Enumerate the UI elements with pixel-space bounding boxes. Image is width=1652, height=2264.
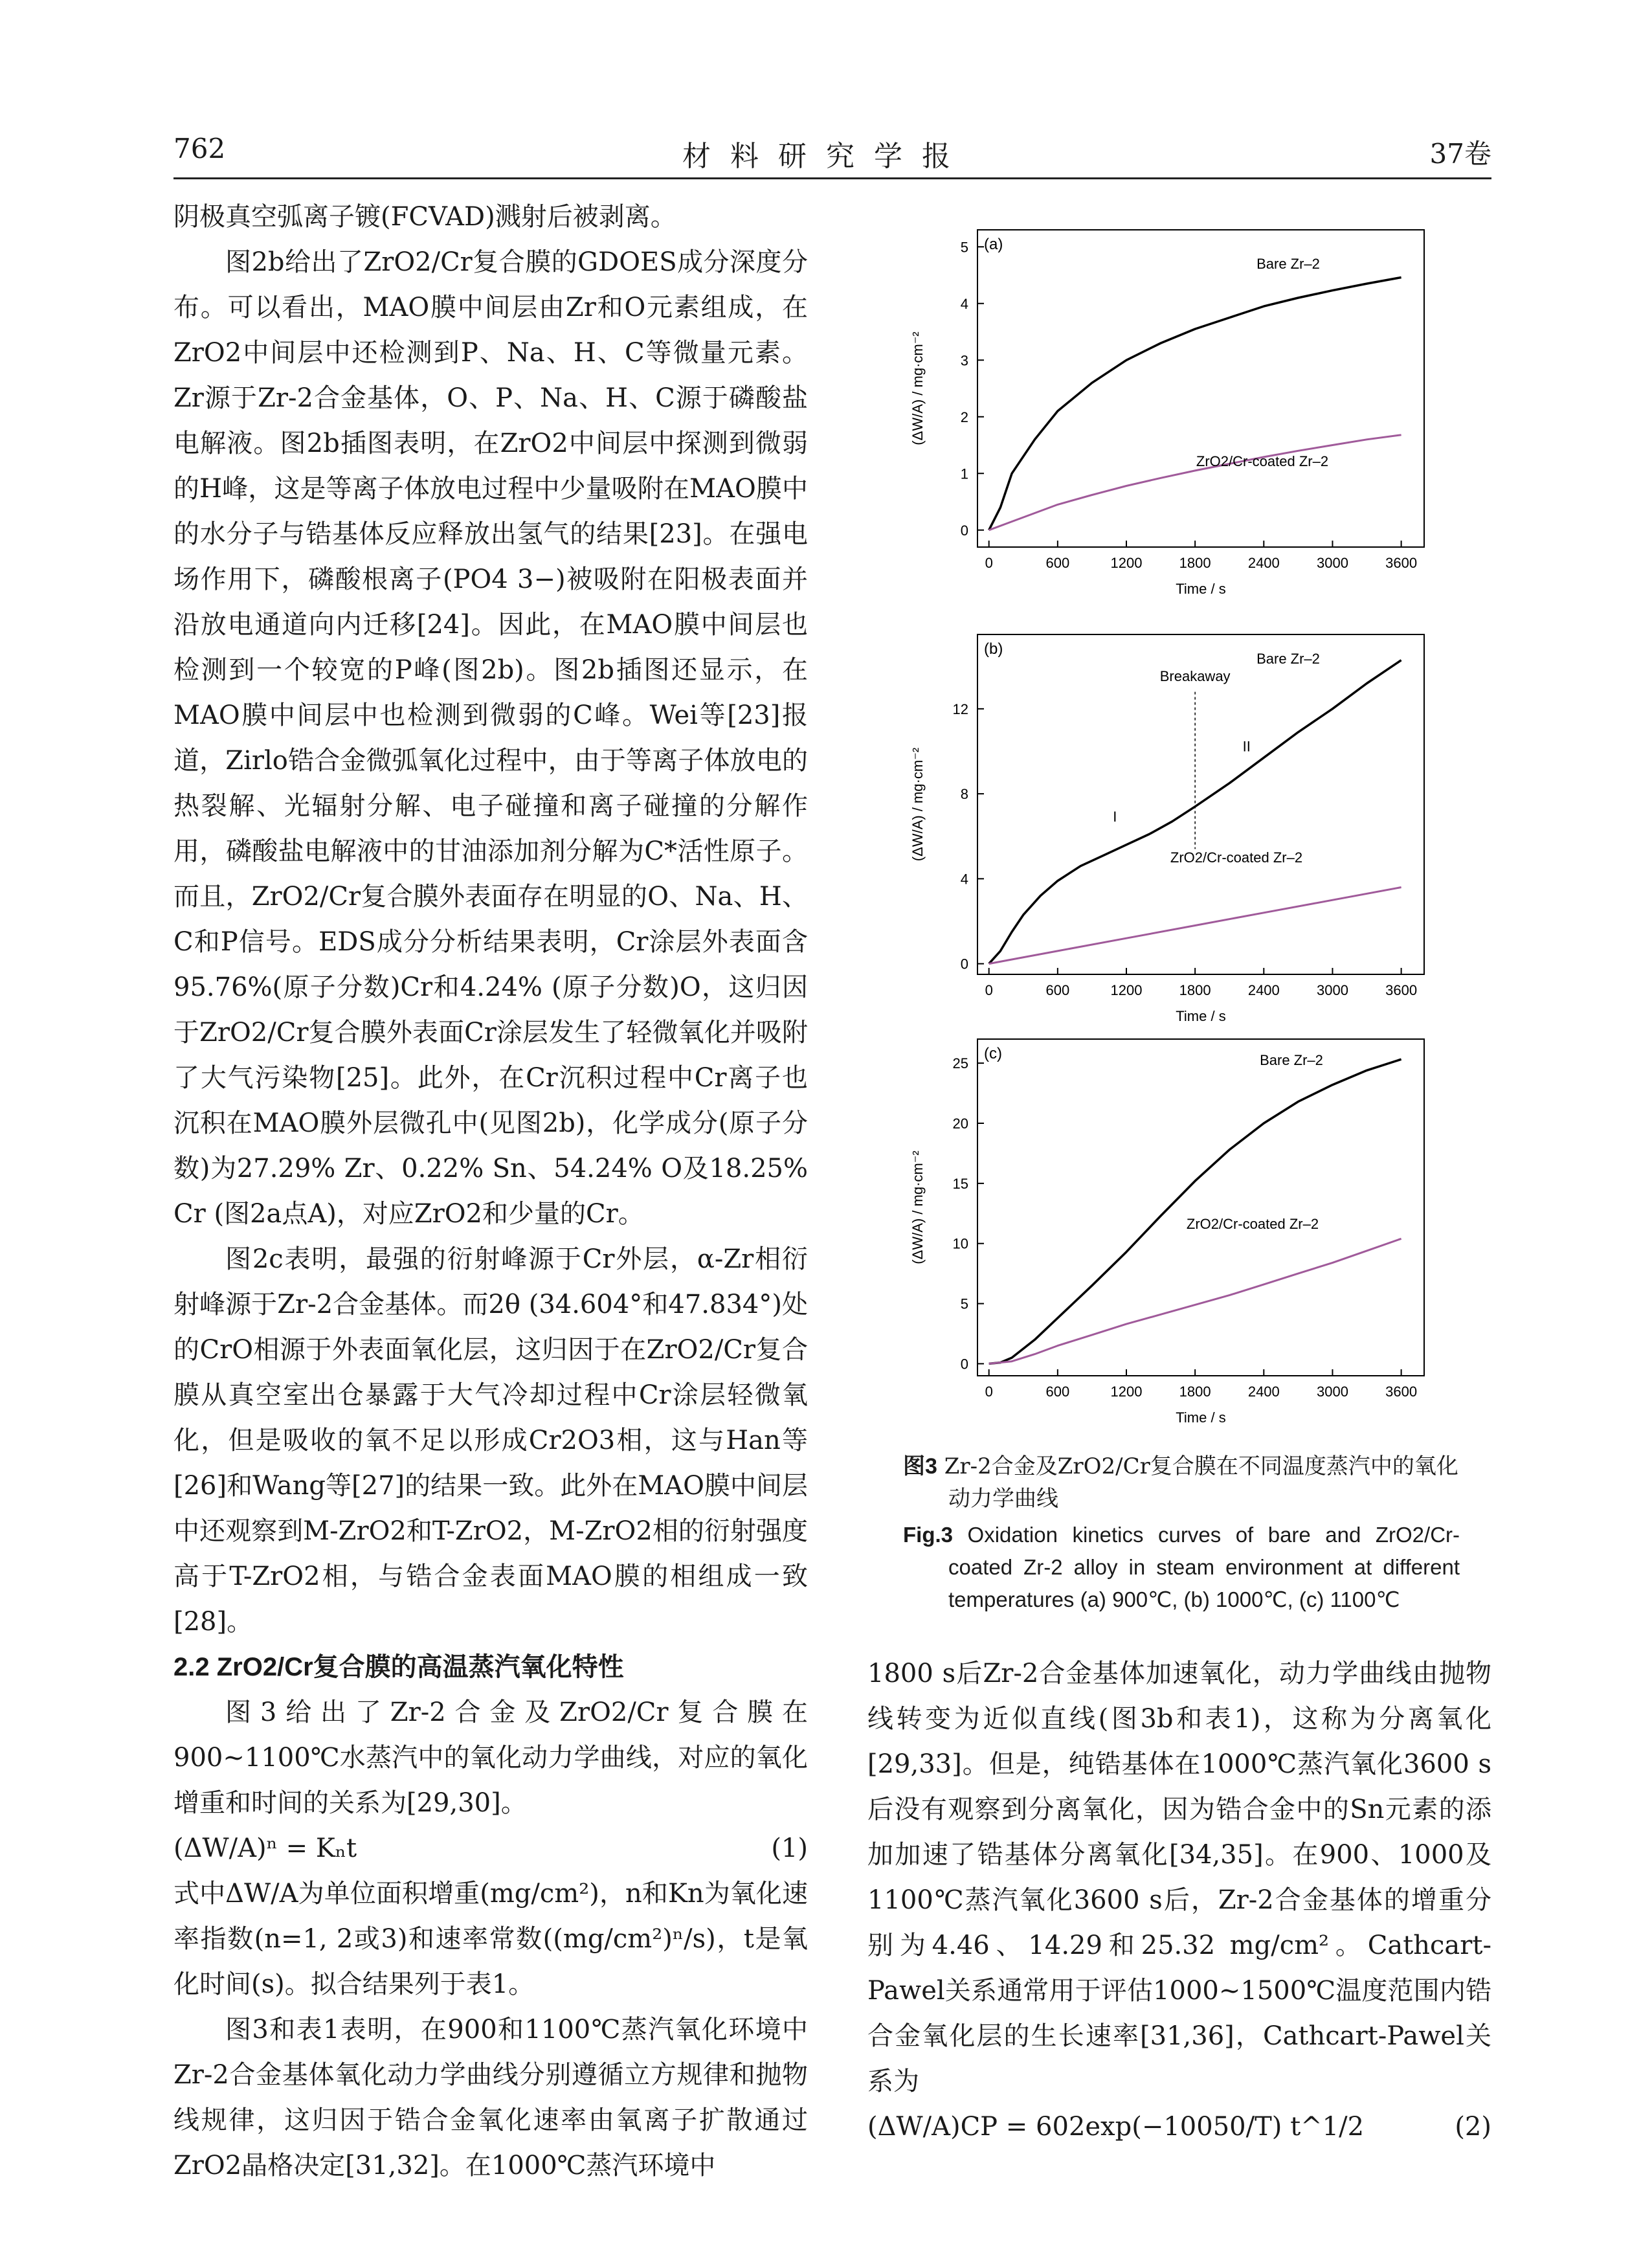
x-tick-label: 3600	[1385, 982, 1418, 998]
x-tick-label: 3000	[1316, 1384, 1348, 1400]
x-tick-label: 600	[1045, 982, 1070, 998]
x-tick-label: 600	[1045, 555, 1070, 571]
y-axis-label: (ΔW/A) / mg·cm⁻²	[910, 1150, 926, 1264]
x-tick-label: 1200	[1110, 982, 1143, 998]
y-tick-label: 4	[960, 295, 968, 312]
equation-number: (1)	[771, 1833, 808, 1863]
paragraph: 图3给出了Zr-2合金及ZrO2/Cr复合膜在900~1100℃水蒸汽中的氧化动力学曲线，对应的氧化增重和时间的关系为[29,30]。	[173, 1698, 808, 1818]
right-column	[867, 1651, 1491, 2149]
y-tick-label: 10	[952, 1235, 968, 1252]
y-tick-label: 3	[960, 352, 968, 369]
x-tick-label: 2400	[1247, 555, 1280, 571]
legend-label: Bare Zr–2	[1260, 1052, 1323, 1068]
x-tick-label: 1800	[1179, 1384, 1211, 1400]
x-tick-label: 3600	[1385, 1384, 1418, 1400]
y-tick-label: 15	[952, 1175, 968, 1192]
x-axis-label: Time / s	[1176, 581, 1226, 597]
x-tick-label: 2400	[1247, 1384, 1280, 1400]
x-tick-label: 0	[985, 982, 993, 998]
x-tick-label: 1800	[1179, 555, 1211, 571]
volume-label: 37卷	[1429, 138, 1491, 170]
annotation-breakaway: Breakaway	[1159, 668, 1231, 685]
plot-frame	[977, 1039, 1424, 1376]
y-tick-label: 0	[960, 956, 968, 972]
figure-caption	[903, 1450, 1460, 1616]
y-tick-label: 5	[960, 239, 968, 256]
chart-panel	[910, 634, 1424, 1024]
y-tick-label: 1	[960, 465, 968, 482]
plot-frame	[977, 634, 1424, 974]
journal-title: 材料研究学报	[682, 140, 970, 173]
page-number: 762	[173, 133, 226, 164]
y-tick-label: 12	[952, 700, 968, 717]
y-tick-label: 20	[952, 1115, 968, 1132]
caption-en-label: Fig.3	[903, 1523, 954, 1547]
x-tick-label: 2400	[1247, 982, 1280, 998]
caption-en-text: Oxidation kinetics curves of bare and ZrO2/Cr-coated Zr-2 alloy in steam environment at different temperatures (a) 900℃, (b) 1000℃, (c) 1100℃	[948, 1523, 1460, 1611]
paragraph: 图3和表1表明，在900和1100℃蒸汽氧化环境中Zr-2合金基体氧化动力学曲线分别遵循立方规律和抛物线规律，这归因于锆合金氧化速率由氧离子扩散通过ZrO2晶格决定[31,32]。在1000℃蒸汽环境中	[173, 2015, 808, 2180]
series-line	[989, 1238, 1401, 1363]
equation-number: (2)	[1455, 2112, 1491, 2142]
caption-cn-text: Zr-2合金及ZrO2/Cr复合膜在不同温度蒸汽中的氧化动力学曲线	[944, 1453, 1458, 1512]
panel-label: (b)	[984, 640, 1003, 658]
x-tick-label: 3600	[1385, 555, 1418, 571]
annotation-stage-i: I	[1113, 808, 1117, 825]
y-axis-label: (ΔW/A) / mg·cm⁻²	[910, 747, 926, 862]
y-tick-label: 0	[960, 1356, 968, 1373]
x-tick-label: 1800	[1179, 982, 1211, 998]
x-tick-label: 3000	[1316, 982, 1348, 998]
y-tick-label: 0	[960, 522, 968, 539]
series-line	[989, 1059, 1401, 1363]
legend-label: ZrO2/Cr-coated Zr–2	[1196, 453, 1329, 469]
annotation-stage-ii: II	[1242, 738, 1251, 755]
legend-label: Bare Zr–2	[1256, 256, 1320, 272]
x-tick-label: 0	[985, 1384, 993, 1400]
paragraph: 1800 s后Zr-2合金基体加速氧化，动力学曲线由抛物线转变为近似直线(图3b和表1)，这称为分离氧化[29,33]。但是，纯锆基体在1000℃蒸汽氧化3600 s后没有观察到分离氧化，因为锆合金中的Sn元素的添加加速了锆基体分离氧化[34,35]。在900、1000及1100℃蒸汽氧化3600 s后，Zr-2合金基体的增重分别为4.46、14.29和25.32 mg/cm²。Cathcart-Pawel关系通常用于评估1000~1500℃温度范围内锆合金氧化层的生长速率[31,36]，Cathcart-Pawel关系为	[867, 1659, 1491, 2096]
paragraph: 式中ΔW/A为单位面积增重(mg/cm²)，n和Kn为氧化速率指数(n=1, 2或3)和速率常数((mg/cm²)ⁿ/s)，t是氧化时间(s)。拟合结果列于表1。	[173, 1879, 808, 1999]
plot-frame	[977, 230, 1424, 547]
y-tick-label: 5	[960, 1295, 968, 1312]
section-heading: 2.2 ZrO2/Cr复合膜的高温蒸汽氧化特性	[173, 1653, 624, 1681]
series-line	[989, 888, 1401, 964]
legend-label: ZrO2/Cr-coated Zr–2	[1170, 849, 1303, 866]
paragraph: 阴极真空弧离子镀(FCVAD)溅射后被剥离。	[173, 202, 676, 232]
panel-label: (c)	[984, 1045, 1002, 1062]
paragraph: 图2b给出了ZrO2/Cr复合膜的GDOES成分深度分布。可以看出，MAO膜中间层由Zr和O元素组成，在ZrO2中间层中还检测到P、Na、H、C等微量元素。Zr源于Zr-2合金基体，O、P、Na、H、C源于磷酸盐电解液。图2b插图表明，在ZrO2中间层中探测到微弱的H峰，这是等离子体放电过程中少量吸附在MAO膜中的水分子与锆基体反应释放出氢气的结果[23]。在强电场作用下，磷酸根离子(PO4 3−)被吸附在阳极表面并沿放电通道向内迁移[24]。因此，在MAO膜中间层也检测到一个较宽的P峰(图2b)。图2b插图还显示，在MAO膜中间层中也检测到微弱的C峰。Wei等[23]报道，Zirlo锆合金微弧氧化过程中，由于等离子体放电的热裂解、光辐射分解、电子碰撞和离子碰撞的分解作用，磷酸盐电解液中的甘油添加剂分解为C*活性原子。而且，ZrO2/Cr复合膜外表面存在明显的O、Na、H、C和P信号。EDS成分分析结果表明，Cr涂层外表面含95.76%(原子分数)Cr和4.24% (原子分数)O，这归因于ZrO2/Cr复合膜外表面Cr涂层发生了轻微氧化并吸附了大气污染物[25]。此外，在Cr沉积过程中Cr离子也沉积在MAO膜外层微孔中(见图2b)，化学成分(原子分数)为27.29% Zr、0.22% Sn、54.24% O及18.25% Cr (图2a点A)，对应ZrO2和少量的Cr。	[173, 247, 808, 1229]
legend-label: ZrO2/Cr-coated Zr–2	[1186, 1216, 1319, 1232]
y-tick-label: 25	[952, 1055, 968, 1072]
x-tick-label: 0	[985, 555, 993, 571]
chart-panel	[910, 1039, 1424, 1426]
series-line	[989, 435, 1401, 530]
caption-cn-label: 图3	[903, 1454, 937, 1479]
x-axis-label: Time / s	[1176, 1409, 1226, 1426]
equation-2	[867, 2104, 1491, 2149]
y-axis-label: (ΔW/A) / mg·cm⁻²	[910, 331, 926, 445]
series-line	[989, 278, 1401, 530]
x-tick-label: 3000	[1316, 555, 1348, 571]
y-tick-label: 4	[960, 871, 968, 888]
x-tick-label: 1200	[1110, 1384, 1143, 1400]
x-tick-label: 1200	[1110, 555, 1143, 571]
y-tick-label: 8	[960, 786, 968, 803]
x-axis-label: Time / s	[1176, 1008, 1226, 1024]
equation-body: (ΔW/A)ⁿ = Kₙt	[173, 1833, 357, 1863]
caption-en	[903, 1519, 1460, 1616]
caption-cn	[903, 1450, 1460, 1515]
x-tick-label: 600	[1045, 1384, 1070, 1400]
equation-1	[173, 1826, 808, 1871]
chart-panel	[910, 230, 1424, 597]
equation-body: (ΔW/A)CP = 602exp(−10050/T) t^1/2	[867, 2112, 1365, 2142]
paragraph: 图2c表明，最强的衍射峰源于Cr外层，α-Zr相衍射峰源于Zr-2合金基体。而2θ (34.604°和47.834°)处的CrO相源于外表面氧化层，这归因于在ZrO2/Cr复合膜从真空室出仓暴露于大气冷却过程中Cr涂层轻微氧化，但是吸收的氧不足以形成Cr2O3相，这与Han等[26]和Wang等[27]的结果一致。此外在MAO膜中间层中还观察到M-ZrO2和T-ZrO2，M-ZrO2相的衍射强度高于T-ZrO2相，与锆合金表面MAO膜的相组成一致[28]。	[173, 1244, 808, 1637]
panel-label: (a)	[984, 236, 1003, 253]
y-tick-label: 2	[960, 409, 968, 425]
legend-label: Bare Zr–2	[1256, 651, 1320, 667]
